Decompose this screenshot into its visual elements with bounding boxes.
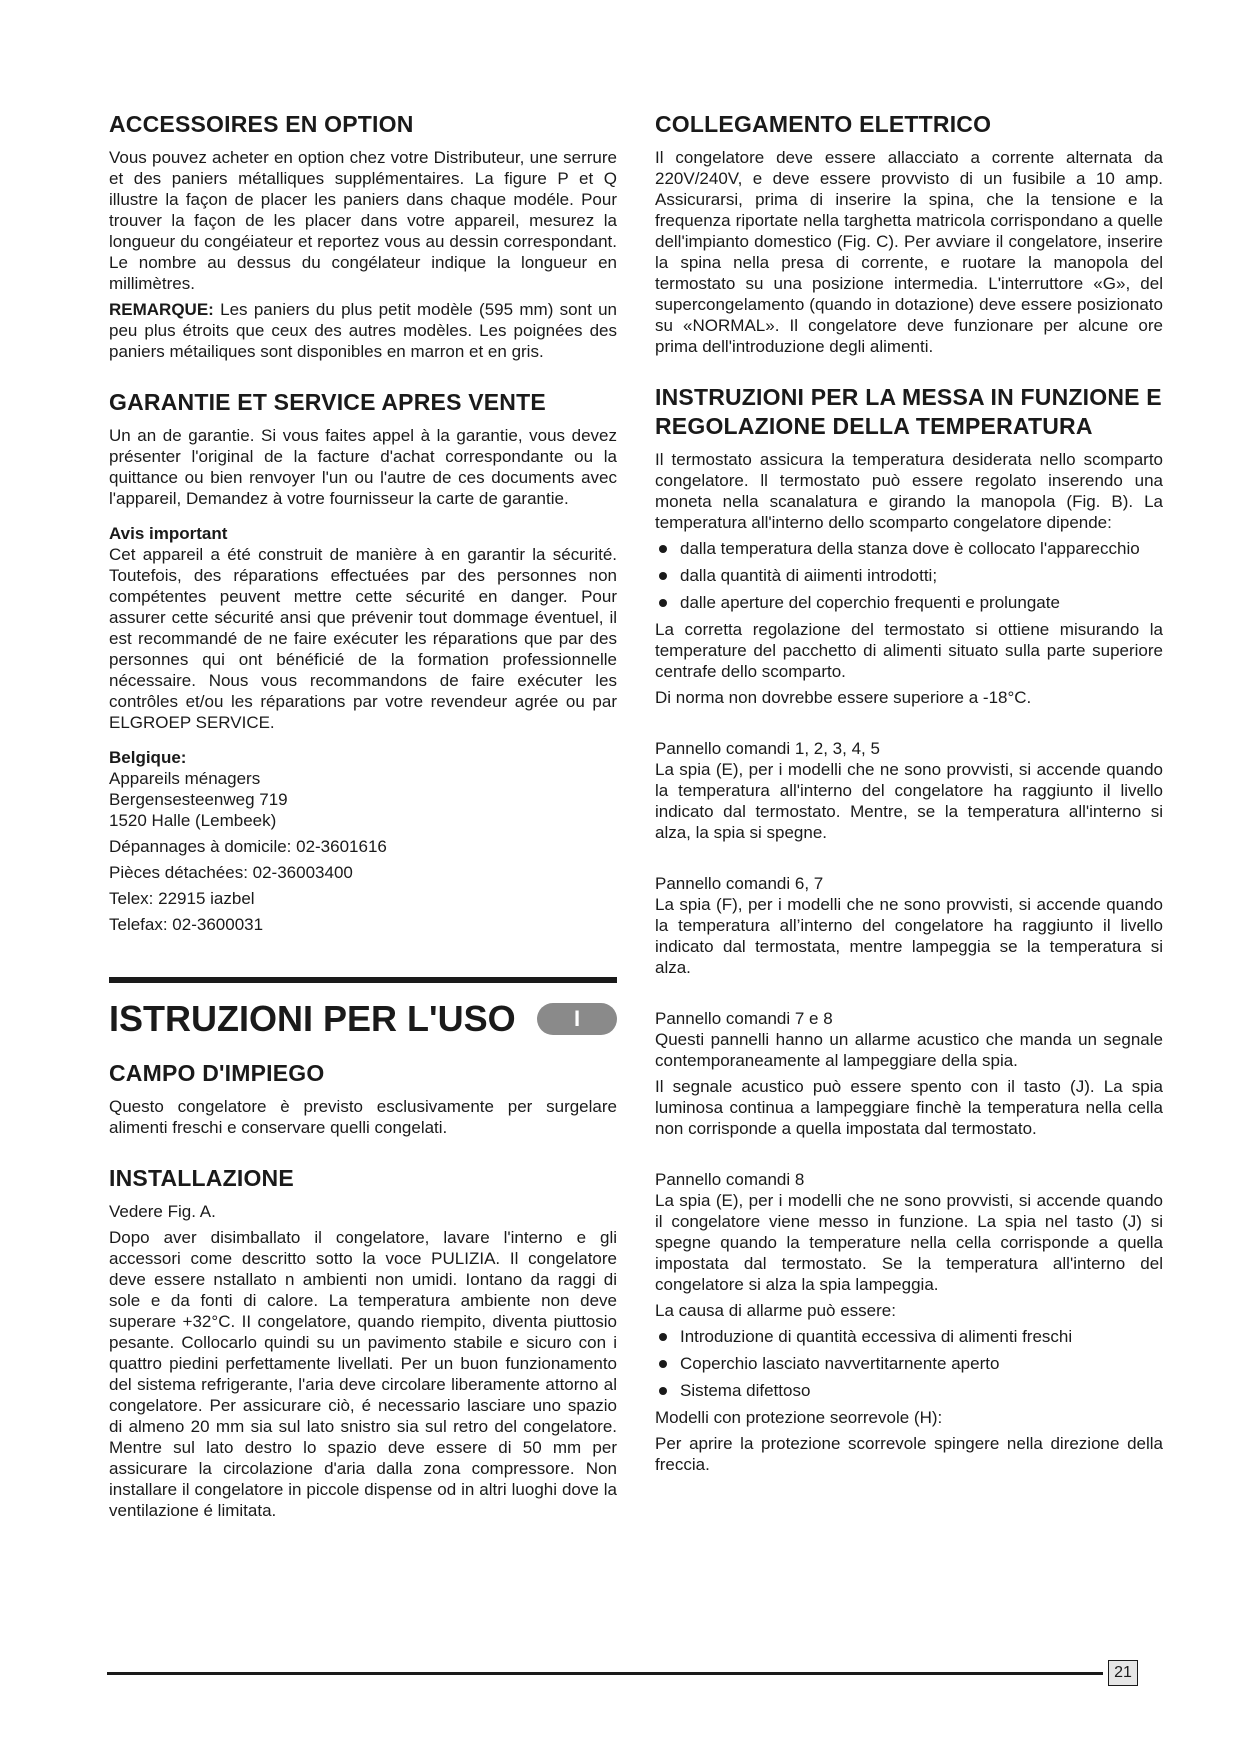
- pannello-6-7-text: La spia (F), per i modelli che ne sono provvisti, si accende quando la temperatura all’interno del congelatore ha raggiunto il livello indicato dal termostata, mentre lampeggia se la temperatura si alza.: [655, 895, 1163, 977]
- section-title-installazione: INSTALLAZIONE: [109, 1165, 294, 1191]
- installazione-fig-ref: Vedere Fig. A.: [109, 1202, 216, 1221]
- remark-text: Les paniers du plus petit modèle (595 mm) sont un peu plus étroits que ceux des autres modèles. Les poignées des paniers métailiques sont disponibles en marron et en gris.: [109, 300, 617, 361]
- messa-paragraph-2: La corretta regolazione del termostato si ottiene misurando la temperature del pacchetto di alimenti situato sulla parte superiore centrafe dello scomparto.: [655, 620, 1163, 681]
- bullet-icon: [659, 599, 667, 607]
- footer-rule: [107, 1672, 1103, 1675]
- pannello-1-5-text: La spia (E), per i modelli che ne sono provvisti, si accende quando la temperatura all'interno del congelatore ha raggiunto il livello indicato dal termostato. Mentre, se la temperatura all'interno si alza, la spia si spegne.: [655, 760, 1163, 842]
- list-item: Sistema difettoso: [655, 1380, 1163, 1401]
- allarme-causa: La causa di allarme può essere:: [655, 1301, 896, 1320]
- section-title-messa-in-funzione: INSTRUZIONI PER LA MESSA IN FUNZIONE E REGOLAZIONE DELLA TEMPERATURA: [655, 384, 1162, 439]
- installazione-paragraph: Dopo aver disimballato il congelatore, lavare l'interno e gli accessori come descritto sotto la voce PULIZIA. Il congelatore deve essere nstallato n ambienti non umidi. Iontano da raggi di sole e da fonti di calore. La temperatura ambiente non deve superare +32°C. II congelatore, quando riempito, diventa piuttosio pesante. Collocarlo quindi su un pavimento stabile e sicuro con i quattro piedini perfettamente livellati. Per un buon funzionamento del sistema refrigerante, l'aria deve circolare liberamente attorno al congelatore. Per assicurare ciò, é necessario lasciare uno spazio di almeno 20 mm sia sul lato snistro sia sul retro del congelatore. Mentre sul lato destro lo spazio deve essere di 50 mm per assicurare la circolazione d'aria dalla zona compressore. Non installare il congelatore in piccole dispense od in altri luoghi dove la ventilazione é limitata.: [109, 1228, 617, 1520]
- depannages-phone: Dépannages à domicile: 02-3601616: [109, 837, 387, 856]
- bullet-icon: [659, 1387, 667, 1395]
- address-line-2: Bergensesteenweg 719: [109, 790, 288, 809]
- pieces-phone: Pièces détachées: 02-36003400: [109, 863, 353, 882]
- telefax-number: Telefax: 02-3600031: [109, 915, 264, 934]
- section-title-collegamento: COLLEGAMENTO ELETTRICO: [655, 111, 992, 137]
- section-divider: [109, 977, 617, 983]
- remark-label: REMARQUE:: [109, 300, 214, 319]
- pannello-1-5-heading: Pannello comandi 1, 2, 3, 4, 5: [655, 739, 880, 758]
- collegamento-paragraph: Il congelatore deve essere allacciato a corrente alternata da 220V/240V, e deve essere provvisto di un fusibile a 10 amp. Assicurarsi, prima di inserire la spina, che la tensione e la frequenza riportate nella targhetta matricola corrispondano a quelle dell'impianto domestico (Fig. C). Per avviare il congelatore, inserire la spina nella presa di corrente, e ruotare la manopola del termostato su una posizione intermedia. L'interruttore «G», del supercongelamento (quando in dotazione) deve essere posizionato su «NORMAL». Il congelatore deve funzionare per alcune ore prima dell'introduzione degli alimenti.: [655, 148, 1163, 356]
- pannello-7-8-text: Questi pannelli hanno un allarme acustico che manda un segnale contemporaneamente al lampeggiare della spia.: [655, 1030, 1163, 1070]
- garantie-paragraph: Un an de garantie. Si vous faites appel à la garantie, vous devez présenter l'original de la facture d'achat correspondante ou la quittance ou bien renvoyer l'un ou l'autre de ces documents avec l'appareil, Demandez à votre fournisseur la carte de garantie.: [109, 426, 617, 508]
- left-column: [109, 110, 617, 1521]
- avis-important-text: Cet appareil a été construit de manière à en garantir la sécurité. Toutefois, des réparations effectuées par des personnes non compétentes peuvent mettre cette sécurité en danger. Pour assurer cette sécurité ansi que prévenir tout dommage éventuel, il est recommandé de ne faire exécuter les réparations que par des personnes qui ont bénéficié de la formation professionnelle nécessaire. Nous vous recommandons de faire exécuter les contrôles et/ou les réparations par votre revendeur agrée ou par ELGROEP SERVICE.: [109, 545, 617, 732]
- messa-paragraph-3: Di norma non dovrebbe essere superiore a -18°C.: [655, 688, 1032, 707]
- section-title-accessoires: ACCESSOIRES EN OPTION: [109, 111, 414, 137]
- list-item: dalle aperture del coperchio frequenti e prolungate: [655, 592, 1163, 613]
- aprire-protezione: Per aprire la protezione scorrevole spingere nella direzione della freccia.: [655, 1434, 1163, 1474]
- bullet-icon: [659, 1360, 667, 1368]
- page-number: 21: [1108, 1660, 1138, 1686]
- address-line-1: Appareils ménagers: [109, 769, 261, 788]
- bullet-icon: [659, 545, 667, 553]
- temperature-factors-list: [655, 538, 1163, 613]
- address-line-3: 1520 Halle (Lembeek): [109, 811, 277, 830]
- modelli-protezione: Modelli con protezione seorrevole (H):: [655, 1408, 943, 1427]
- pannello-6-7-heading: Pannello comandi 6, 7: [655, 874, 824, 893]
- alarm-causes-list: [655, 1326, 1163, 1401]
- section-title-campo: CAMPO D'IMPIEGO: [109, 1060, 325, 1086]
- avis-important-title: Avis important: [109, 524, 228, 543]
- list-item: Introduzione di quantità eccessiva di alimenti freschi: [655, 1326, 1163, 1347]
- campo-paragraph: Questo congelatore è previsto esclusivamente per surgelare alimenti freschi e conservare quelli congelati.: [109, 1097, 617, 1137]
- istruzioni-title: ISTRUZIONI PER L'USO: [109, 998, 516, 1039]
- pannello-8-heading: Pannello comandi 8: [655, 1170, 805, 1189]
- belgique-title: Belgique:: [109, 748, 187, 767]
- language-badge: I: [537, 1003, 617, 1035]
- section-title-garantie: GARANTIE ET SERVICE APRES VENTE: [109, 389, 546, 415]
- accessoires-paragraph: Vous pouvez acheter en option chez votre Distributeur, une serrure et des paniers métalliques supplémentaires. La figure P et Q illustre la façon de placer les paniers dans chaque modéle. Pour trouver la façon de les placer dans votre appareil, mesurez la longueur du congéiateur et reportez vous au dessin correspondant. Le nombre au dessus du congélateur indique la longueur en millimètres.: [109, 148, 617, 293]
- bullet-icon: [659, 1333, 667, 1341]
- list-item: Coperchio lasciato navvertitarnente aperto: [655, 1353, 1163, 1374]
- list-item: dalla temperatura della stanza dove è collocato l'apparecchio: [655, 538, 1163, 559]
- accessoires-remark: [109, 299, 617, 362]
- messa-paragraph: Il termostato assicura la temperatura desiderata nello scomparto congelatore. ll termostato può essere regolato inserendo una moneta nella scanalatura e girando la manopola (Fig. B). La temperatura all'interno dello scomparto congelatore dipende:: [655, 450, 1163, 532]
- pannello-7-8-text-2: Il segnale acustico può essere spento con il tasto (J). La spia luminosa continua a lampeggiare finchè la temperatura nella cella non corrisponde a quella impostata dal termostato.: [655, 1077, 1163, 1138]
- telex-number: Telex: 22915 iazbel: [109, 889, 255, 908]
- pannello-8-text: La spia (E), per i modelli che ne sono provvisti, si accende quando il congelatore viene messo in funzione. La spia nel tasto (J) si spegne quando la temperature nella cella corrisponde a quella impostata dal termostato. Se la temperatura all'interno del congelatore si alza la spia lampeggia.: [655, 1191, 1163, 1294]
- pannello-7-8-heading: Pannello comandi 7 e 8: [655, 1009, 833, 1028]
- istruzioni-header: [109, 997, 617, 1041]
- bullet-icon: [659, 572, 667, 580]
- list-item: dalla quantità di aiimenti introdotti;: [655, 565, 1163, 586]
- right-column: [655, 110, 1163, 1475]
